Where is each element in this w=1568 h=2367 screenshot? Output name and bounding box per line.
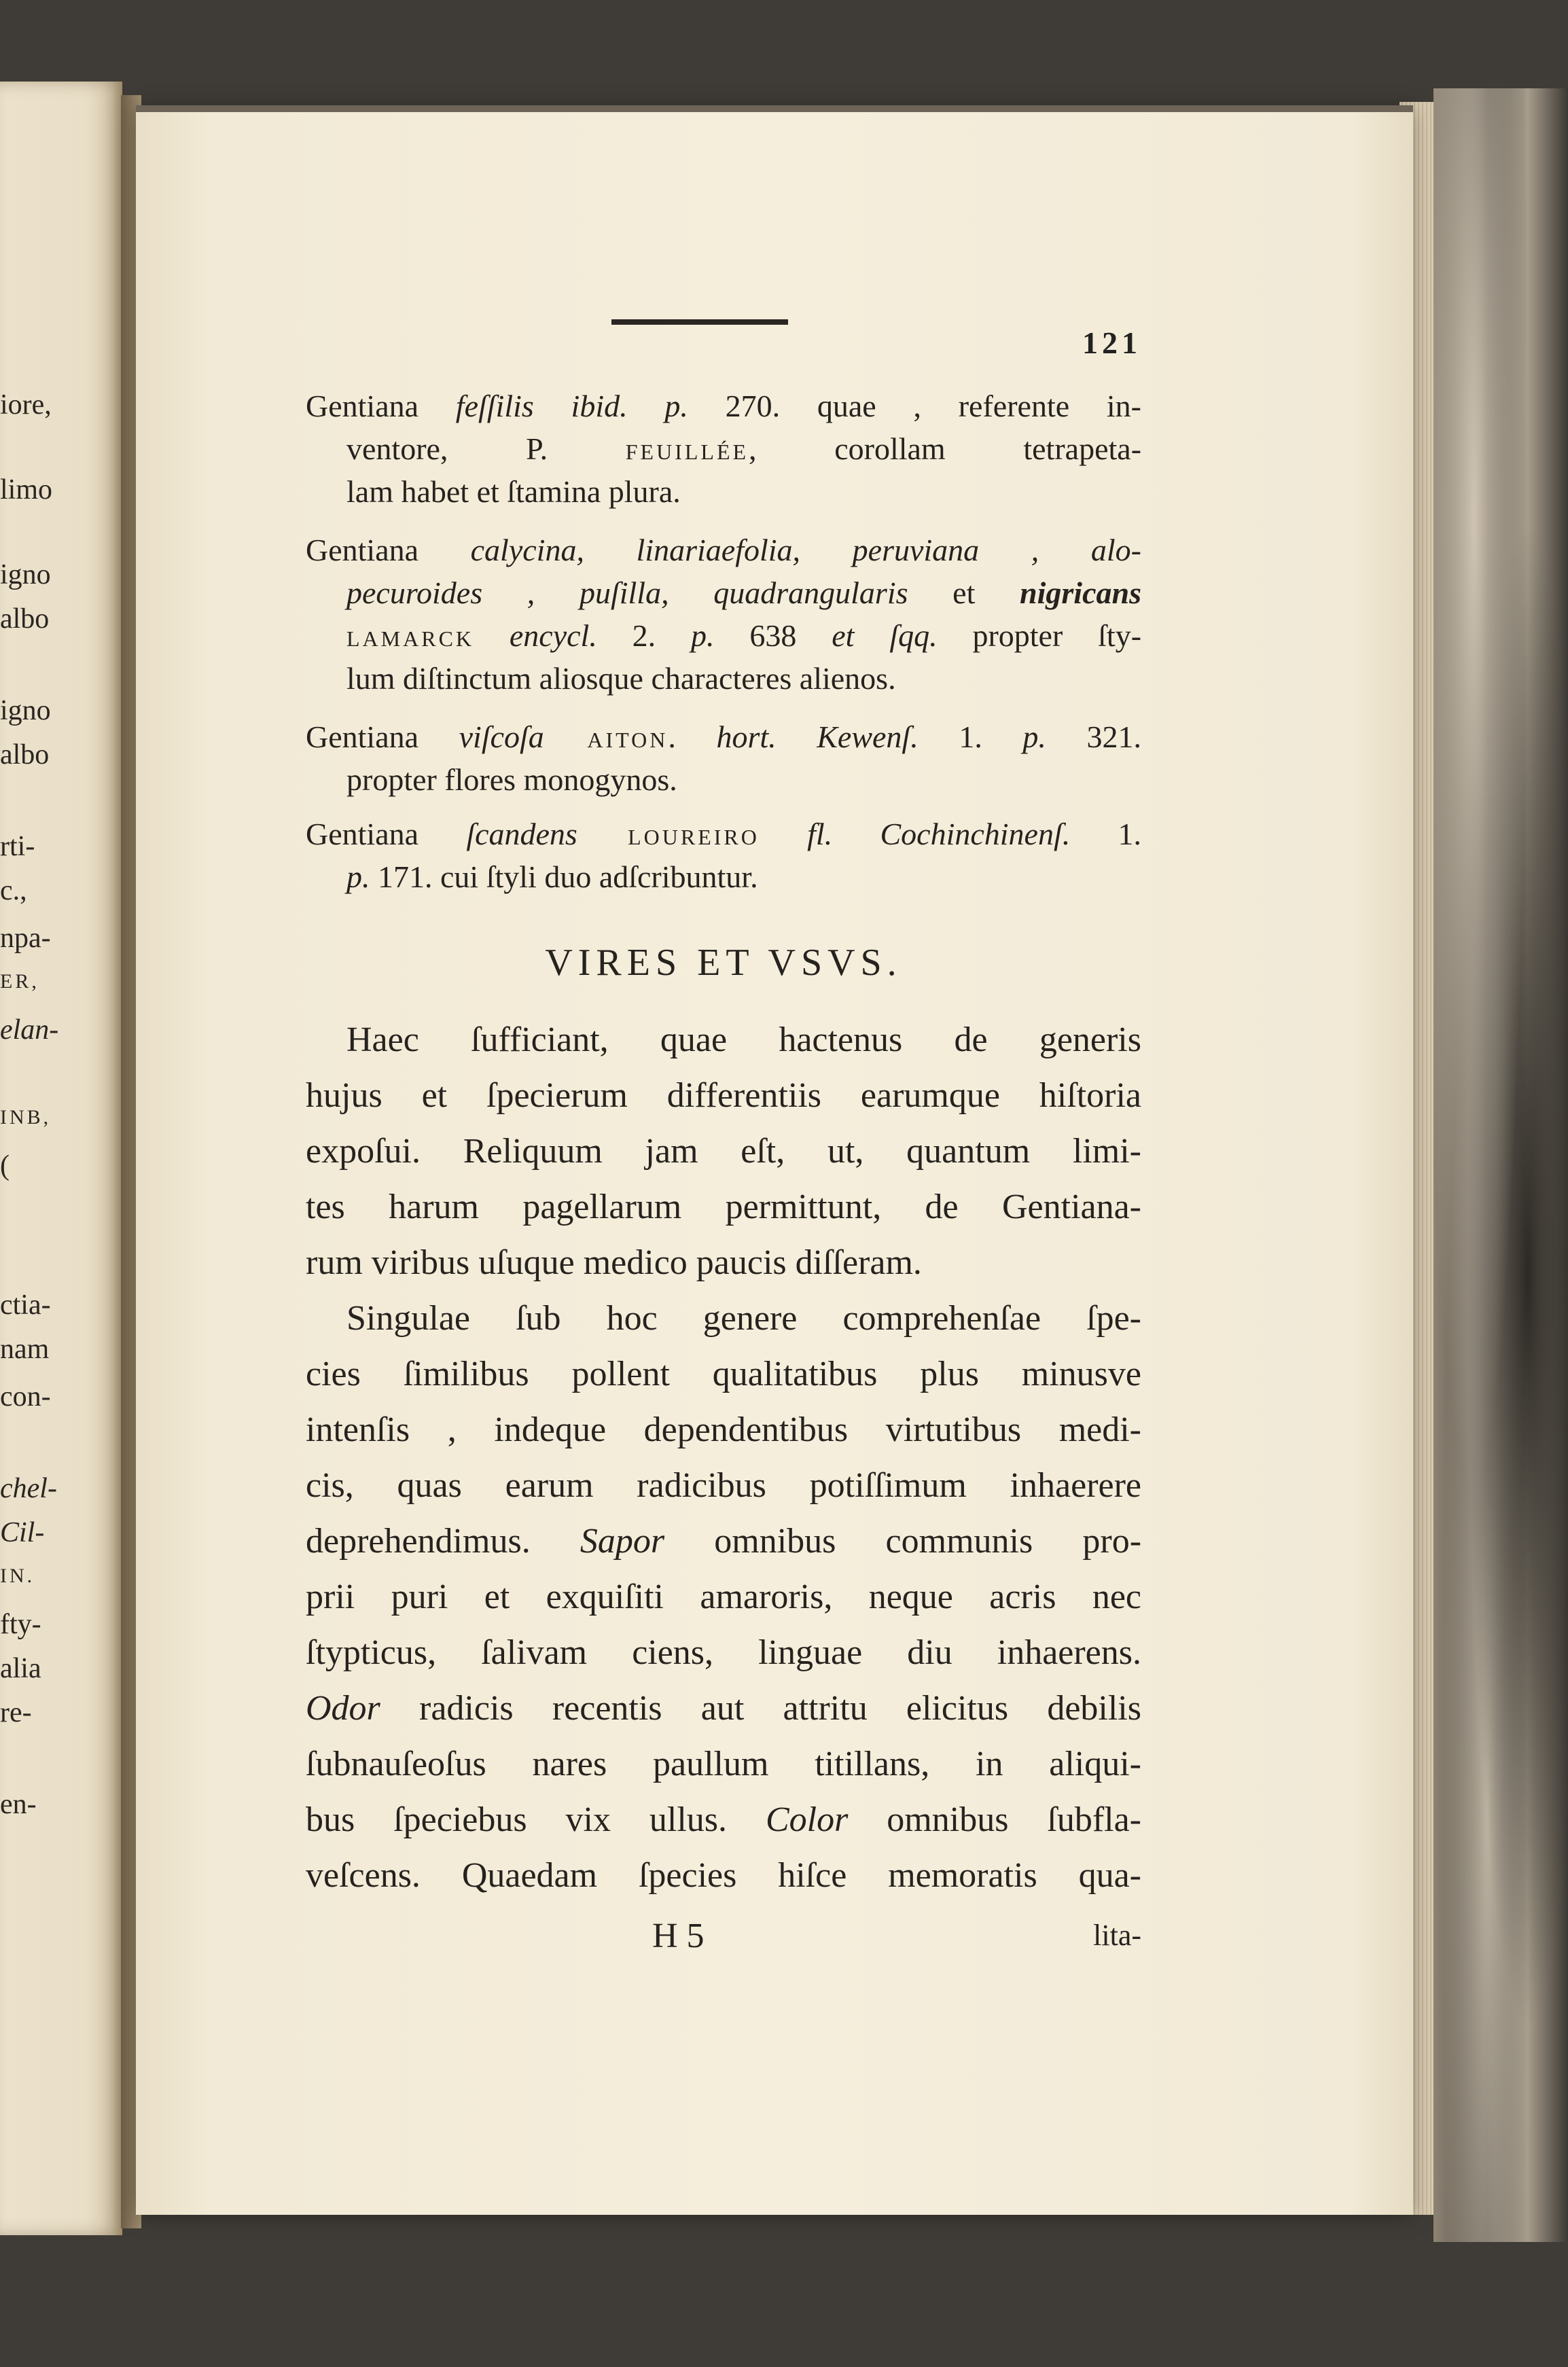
margin-fragment: igno — [0, 695, 51, 726]
margin-fragment: fty- — [0, 1609, 41, 1640]
body-line: rum viribus uſuque medico paucis diſſeram. — [306, 1243, 922, 1282]
body-line: bus ſpeciebus vix ullus. Color omnibus ſubfla- — [306, 1800, 1141, 1839]
margin-fragment: npa- — [0, 923, 51, 954]
body-line: ſtypticus, ſalivam ciens, linguae diu inhaerens. — [306, 1633, 1141, 1672]
body-line: Singulae ſub hoc genere comprehenſae ſpe- — [346, 1299, 1141, 1338]
signature-mark: H 5 — [652, 1917, 705, 1955]
entry-line: Gentiana ſcandens loureiro fl. Cochinchinenſ. 1. — [306, 817, 1142, 851]
body-line: deprehendimus. Sapor omnibus communis pro- — [306, 1522, 1142, 1561]
body-line: cies ſimilibus pollent qualitatibus plus minusve — [306, 1355, 1141, 1393]
page-top-edge — [136, 105, 1413, 112]
margin-fragment: albo — [0, 739, 50, 770]
margin-fragment: c., — [0, 875, 27, 906]
entry-line: lam habet et ſtamina plura. — [346, 474, 681, 509]
margin-fragment: igno — [0, 559, 51, 590]
entry-line: pecuroides , puſilla, quadrangularis et nigricans — [346, 575, 1141, 610]
body-line: veſcens. Quaedam ſpecies hiſce memoratis qua- — [306, 1856, 1141, 1895]
margin-fragment: ER, — [0, 970, 39, 993]
margin-fragment: Cil- — [0, 1517, 45, 1548]
margin-fragment: albo — [0, 603, 50, 635]
entry-line: Gentiana viſcoſa aiton. hort. Kewenſ. 1. p. 321. — [306, 719, 1141, 754]
entry-line: Gentiana calycina, linariaefolia, peruviana , alo- — [306, 533, 1141, 567]
entry-line: lum diſtinctum aliosque characteres alienos. — [346, 661, 896, 696]
margin-fragment: elan- — [0, 1014, 59, 1046]
body-line: hujus et ſpecierum differentiis earumque hiſtoria — [306, 1076, 1141, 1115]
marbled-cover — [1433, 88, 1568, 2242]
margin-fragment: chel- — [0, 1473, 57, 1504]
entry-line: Gentiana feſſilis ibid. p. 270. quae , referente in- — [306, 389, 1141, 423]
margin-fragment: re- — [0, 1697, 32, 1728]
body-line: prii puri et exquiſiti amaroris, neque acris nec — [306, 1578, 1141, 1616]
entry-line: propter flores monogynos. — [346, 762, 677, 797]
page-number: 121 — [1082, 325, 1141, 360]
entry-line: ventore, P. feuillée, corollam tetrapeta- — [346, 431, 1142, 466]
margin-fragment: rti- — [0, 831, 35, 862]
header-rule — [611, 319, 788, 325]
entry-line: lamarck encycl. 2. p. 638 et ſqq. propter ſty- — [346, 618, 1142, 653]
margin-fragment: con- — [0, 1381, 51, 1412]
margin-fragment: IN. — [0, 1565, 35, 1587]
margin-fragment: ctia- — [0, 1289, 51, 1321]
body-line: Odor radicis recentis aut attritu elicitus debilis — [306, 1689, 1141, 1728]
section-heading: VIRES ET VSVS. — [545, 942, 902, 984]
margin-fragment: limo — [0, 474, 53, 505]
margin-fragment: alia — [0, 1653, 41, 1684]
body-line: cis, quas earum radicibus potiſſimum inhaerere — [306, 1466, 1141, 1505]
margin-fragment: nam — [0, 1334, 50, 1365]
margin-fragment: en- — [0, 1789, 37, 1820]
catchword: lita- — [1093, 1919, 1141, 1952]
facing-page — [0, 82, 122, 2235]
entry-line: p. 171. cui ſtyli duo adſcribuntur. — [346, 859, 758, 894]
body-line: expoſui. Reliquum jam eſt, ut, quantum limi- — [306, 1132, 1141, 1171]
body-line: Haec ſufficiant, quae hactenus de generis — [346, 1020, 1141, 1059]
body-line: intenſis , indeque dependentibus virtutibus medi- — [306, 1410, 1141, 1449]
margin-fragment: ( — [0, 1150, 10, 1181]
margin-fragment: INB, — [0, 1106, 52, 1128]
body-line: tes harum pagellarum permittunt, de Gentiana- — [306, 1188, 1141, 1226]
margin-fragment: iore, — [0, 389, 52, 421]
body-line: ſubnauſeoſus nares paullum titillans, in aliqui- — [306, 1745, 1141, 1783]
